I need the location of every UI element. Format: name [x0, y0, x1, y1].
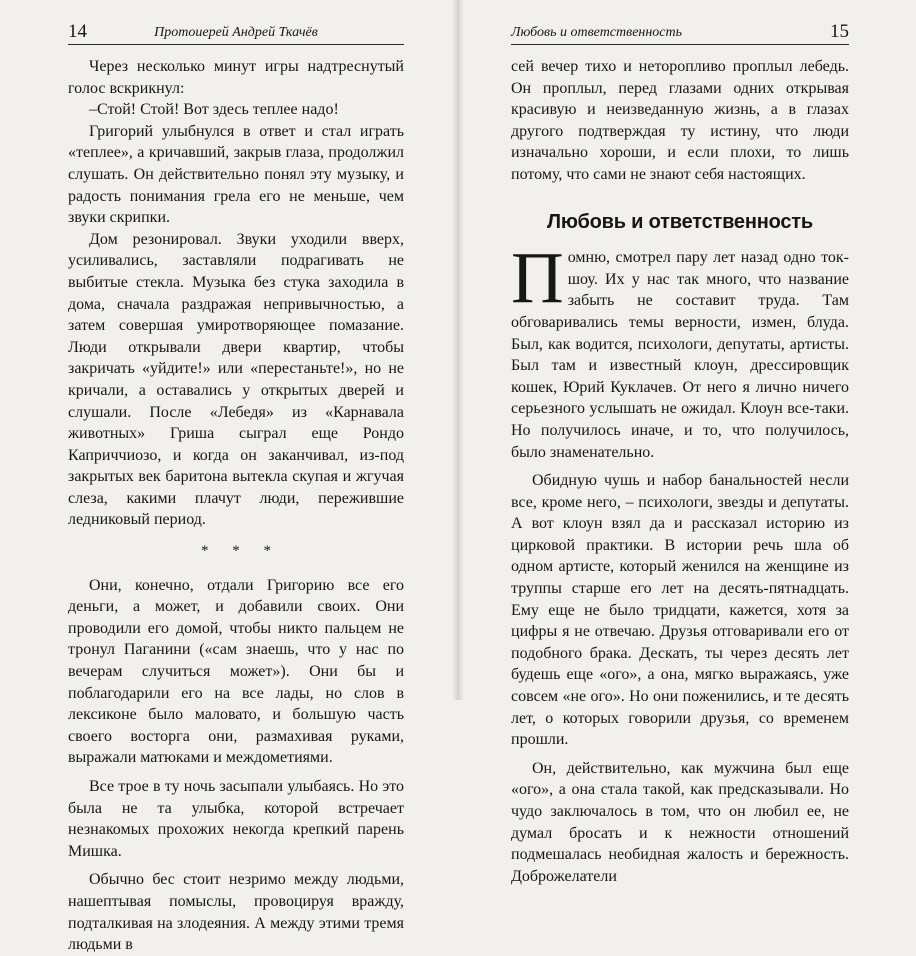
- paragraph: Все трое в ту ночь засыпали улыбаясь. Но это была не та улыбка, которой встречает незнакомых прохожих некогда крепкий парень Мишка.: [68, 778, 404, 860]
- left-page-body: [68, 56, 404, 956]
- right-page: [461, 0, 916, 885]
- page-number: 15: [830, 21, 849, 42]
- paragraph: Обидную чушь и набор банальностей несли все, кроме него, – психологи, звезды и депутаты. А вот клоун взял да и рассказал историю из цирковой практики. В истории речь шла об одном артисте, который женился на женщине из труппы старше его лет на десять-пятнадцать. Ему еще не было тридцати, кажется, хотя за цифры я не отвечаю. Друзья отговаривали его от подобного брака. Дескать, ты через десять лет будешь еще «ого», а она, мягко выражаясь, уже совсем «не ого». Но они поженились, и те десять лет, о которых говорили друзья, со временем прошли.: [511, 472, 849, 749]
- dropcap-paragraph: [511, 237, 849, 463]
- right-page-header: [511, 22, 849, 45]
- paragraph: Через несколько минут игры надтреснутый голос вскрикнул:: [68, 58, 404, 97]
- paragraph: Они, конечно, отдали Григорию все его деньги, а может, и добавили своих. Они проводили его домой, чтобы никто пальцем не тронул Паганини («сам знаешь, что у нас по вечерам случиться может»). Они бы и поблагодарили его на все лады, но слов в лексиконе было маловато, и большую часть своего восторга они, размахивая руками, выражали матюками и междометиями.: [68, 576, 404, 767]
- paragraph: Обычно бес стоит незримо между людьми, нашептывая помыслы, провоцируя вражду, подталкивая на злодеяния. А между этими тремя людьми в: [68, 871, 404, 954]
- dropcap-paragraph-text: омню, смотрел пару лет назад одно ток-шоу. Их у нас так много, что название забыть не составит труда. Там обговаривались темы верности, измен, блуда. Был, как водится, психологи, депутаты, артисты. Был там и известный клоун, дрессировщик кошек, Юрий Куклачев. От него я лично ничего серьезного услышать не ожидал. Клоун все-таки. Но получилось иначе, и то, что получилось, было знаменательно.: [511, 249, 849, 461]
- right-page-body: [511, 56, 849, 887]
- left-page: [0, 0, 455, 954]
- paragraph: –Стой! Стой! Вот здесь теплее надо!: [89, 101, 339, 119]
- section-separator: * * *: [201, 543, 281, 560]
- page-number: 14: [68, 21, 87, 42]
- drop-cap: П: [511, 237, 564, 319]
- running-title: Любовь и ответственность: [511, 25, 683, 40]
- paragraph: Григорий улыбнулся в ответ и стал играть «теплее», а кричавший, закрыв глаза, продолжил слушать. Он действительно понял эту музыку, и радость понимания грела его не меньше, чем звуки скрипки.: [68, 122, 404, 227]
- running-title: Протоиерей Андрей Ткачёв: [154, 25, 318, 40]
- paragraph: Дом резонировал. Звуки уходили вверх, усиливались, заставляли подрагивать не выбитые стекла. Музыка без стука заходила в дома, сначала раздражая непривычностью, а затем совершая умиротворяющее помазание. Люди открывали двери квартир, чтобы закричать «уйдите!» или «перестаньте!», но не кричали, а оставались у открытых дверей и слушали. После «Лебедя» из «Карнавала животных» Гриша сыграл еще Рондо Каприччиозо, и когда он заканчивал, из-под закрытых век баритона вытекла скупая и жгучая слеза, какими плачут люди, пережившие ледниковый период.: [68, 230, 404, 529]
- paragraph: сей вечер тихо и неторопливо проплыл лебедь. Он проплыл, перед глазами одних открывая красивую и неизведанную жизнь, а в глазах другого подтверждая ту истину, что люди изначально хороши, и если плохи, то лишь потому, что сами не знают себя настоящих.: [511, 58, 849, 183]
- chapter-title: Любовь и ответственность: [547, 210, 813, 233]
- left-page-header: [68, 22, 404, 45]
- paragraph: Он, действительно, как мужчина был еще «ого», а она стала такой, как предсказывали. Но чудо заключалось в том, что он любил ее, не думал бросать и к нежности отношений подмешалась необидная жалость и бережность. Доброжелатели: [511, 759, 849, 885]
